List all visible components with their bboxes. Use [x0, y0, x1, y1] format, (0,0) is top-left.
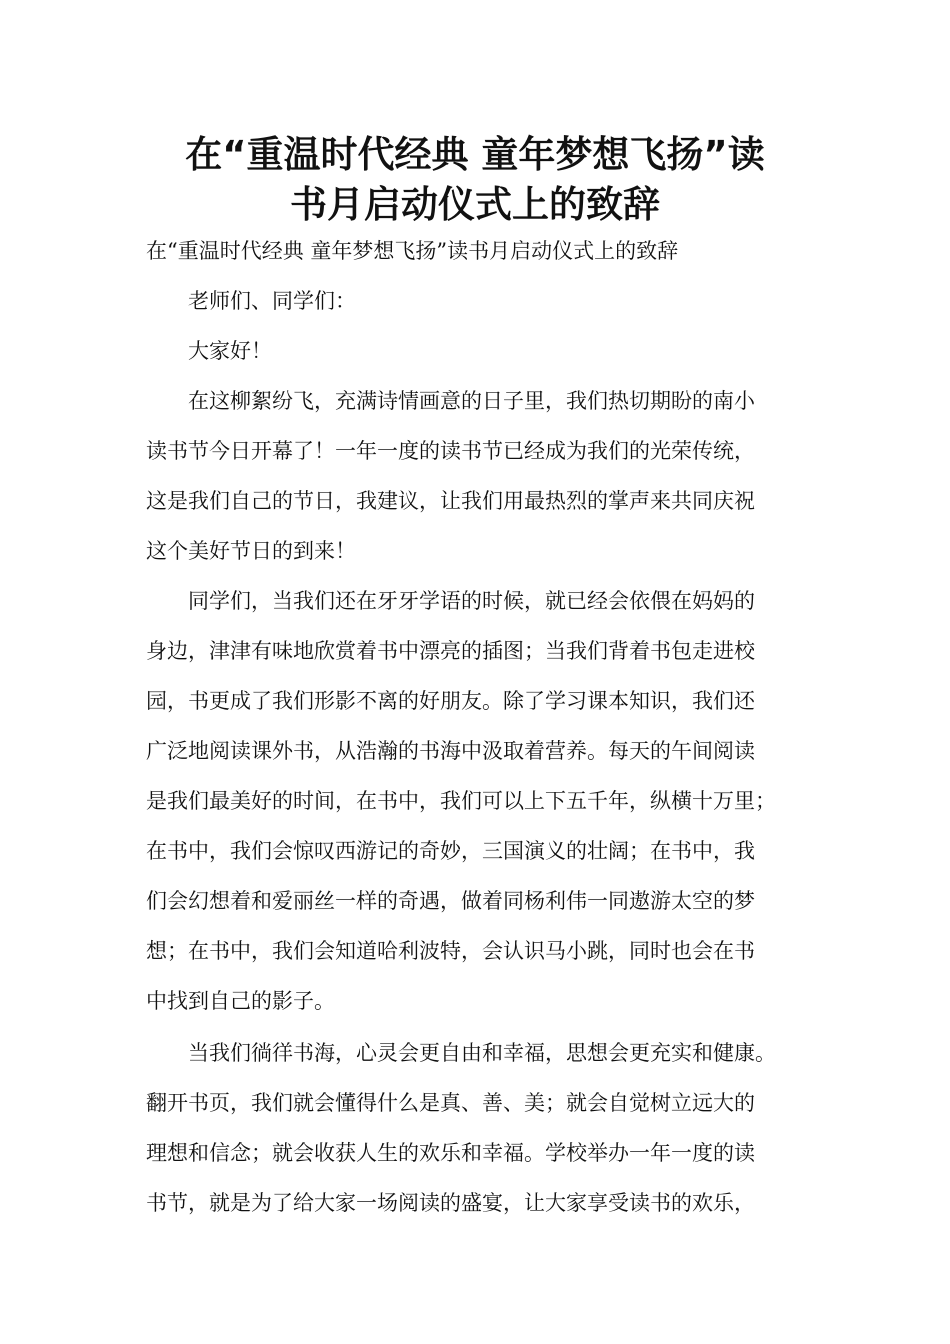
paragraph-line: 中找到自己的影子。 [146, 989, 335, 1013]
greeting-line: 大家好！ [188, 339, 272, 363]
paragraph-line: 身边，津津有味地欣赏着书中漂亮的插图；当我们背着书包走进校 [146, 639, 755, 663]
paragraph-line: 们会幻想着和爱丽丝一样的奇遇，做着同杨利伟一同遨游太空的梦 [146, 889, 755, 913]
document-title-line-1: 在“重温时代经典 童年梦想飞扬”读 [185, 133, 765, 176]
paragraph-line: 翻开书页，我们就会懂得什么是真、善、美；就会自觉树立远大的 [146, 1091, 755, 1115]
document-title-line-2: 书月启动仪式上的致辞 [290, 183, 660, 226]
paragraph-line: 想；在书中，我们会知道哈利波特，会认识马小跳，同时也会在书 [146, 939, 755, 963]
paragraph-line: 这是我们自己的节日，我建议，让我们用最热烈的掌声来共同庆祝 [146, 489, 755, 513]
paragraph-line: 在书中，我们会惊叹西游记的奇妙，三国演义的壮阔；在书中，我 [146, 839, 755, 863]
paragraph-line: 广泛地阅读课外书，从浩瀚的书海中汲取着营养。每天的午间阅读 [146, 739, 755, 763]
paragraph-line: 当我们徜徉书海，心灵会更自由和幸福，思想会更充实和健康。 [188, 1041, 776, 1065]
subtitle-line: 在“重温时代经典 童年梦想飞扬”读书月启动仪式上的致辞 [146, 239, 679, 263]
paragraph-line: 是我们最美好的时间，在书中，我们可以上下五千年，纵横十万里； [146, 789, 776, 813]
paragraph-line: 读书节今日开幕了！一年一度的读书节已经成为我们的光荣传统， [146, 439, 755, 463]
paragraph-line: 理想和信念；就会收获人生的欢乐和幸福。学校举办一年一度的读 [146, 1141, 755, 1165]
paragraph-line: 同学们，当我们还在牙牙学语的时候，就已经会依偎在妈妈的 [188, 589, 755, 613]
paragraph-line: 园，书更成了我们形影不离的好朋友。除了学习课本知识，我们还 [146, 689, 755, 713]
paragraph-line: 这个美好节日的到来！ [146, 539, 356, 563]
paragraph-line: 在这柳絮纷飞，充满诗情画意的日子里，我们热切期盼的南小 [188, 389, 755, 413]
paragraph-line: 书节，就是为了给大家一场阅读的盛宴，让大家享受读书的欢乐， [146, 1191, 755, 1215]
salutation-line: 老师们、同学们： [188, 289, 356, 313]
